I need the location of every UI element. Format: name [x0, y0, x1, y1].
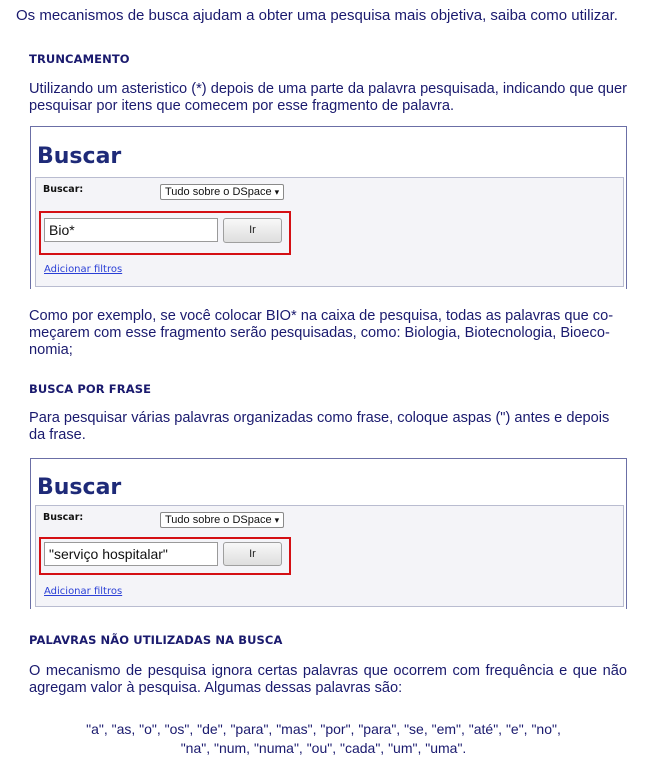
search-input[interactable]: Bio*	[44, 218, 218, 242]
stopwords-line-1: "a", "as, "o", "os", "de", "para", "mas", "por", "para", "se, "em", "até", "e", "no",	[86, 721, 561, 737]
example-line-3: nomia;	[29, 342, 73, 358]
scope-select-value: Tudo sobre o DSpace	[165, 186, 272, 198]
heading-busca-frase: BUSCA POR FRASE	[29, 382, 152, 396]
scope-select-value: Tudo sobre o DSpace	[165, 514, 272, 526]
search-submit-button[interactable]: Ir	[223, 218, 282, 243]
search-panel-title: Buscar	[37, 144, 122, 169]
scope-select[interactable]	[160, 512, 284, 528]
search-panel-truncamento	[30, 126, 627, 289]
heading-truncamento: TRUNCAMENTO	[29, 52, 130, 66]
search-panel-frase	[30, 458, 627, 609]
search-form	[35, 505, 624, 607]
search-submit-button[interactable]: Ir	[223, 542, 282, 566]
search-scope-label: Buscar:	[43, 184, 84, 195]
search-form	[35, 177, 624, 287]
truncamento-example	[29, 308, 629, 359]
add-filters-link[interactable]: Adicionar filtros	[44, 264, 123, 275]
intro-text: Os mecanismos de busca ajudam a obter uma pesquisa mais objetiva, saiba como utilizar.	[16, 7, 618, 24]
example-line-1: Como por exemplo, se você colocar BIO* na caixa de pesquisa, todas as palavras que co-	[29, 308, 614, 324]
search-panel-title: Buscar	[37, 475, 122, 500]
add-filters-link[interactable]: Adicionar filtros	[44, 586, 123, 597]
busca-frase-description: Para pesquisar várias palavras organizadas como frase, coloque aspas (") antes e depois da frase.	[29, 410, 610, 443]
stopwords-list	[0, 720, 647, 758]
search-input[interactable]: "serviço hospitalar"	[44, 542, 218, 566]
palavras-description: O mecanismo de pesquisa ignora certas palavras que ocorrem com frequência e que não agregam valor à pesquisa. Algumas dessas palavras são:	[29, 663, 627, 696]
search-scope-label: Buscar:	[43, 512, 84, 523]
stopwords-line-2: "na", "num, "numa", "ou", "cada", "um", "uma".	[180, 740, 467, 756]
scope-select[interactable]	[160, 184, 284, 200]
truncamento-description: Utilizando um asteristico (*) depois de uma parte da palavra pesquisada, indicando que quer pesquisar por itens que comecem por esse fragmento de palavra.	[29, 81, 627, 114]
chevron-down-icon: ▾	[274, 187, 280, 197]
heading-palavras-ignoradas: PALAVRAS NÃO UTILIZADAS NA BUSCA	[29, 633, 283, 647]
chevron-down-icon: ▾	[274, 515, 280, 525]
example-line-2: meçarem com esse fragmento serão pesquisadas, como: Biologia, Biotecnologia, Bioeco-	[29, 325, 610, 341]
